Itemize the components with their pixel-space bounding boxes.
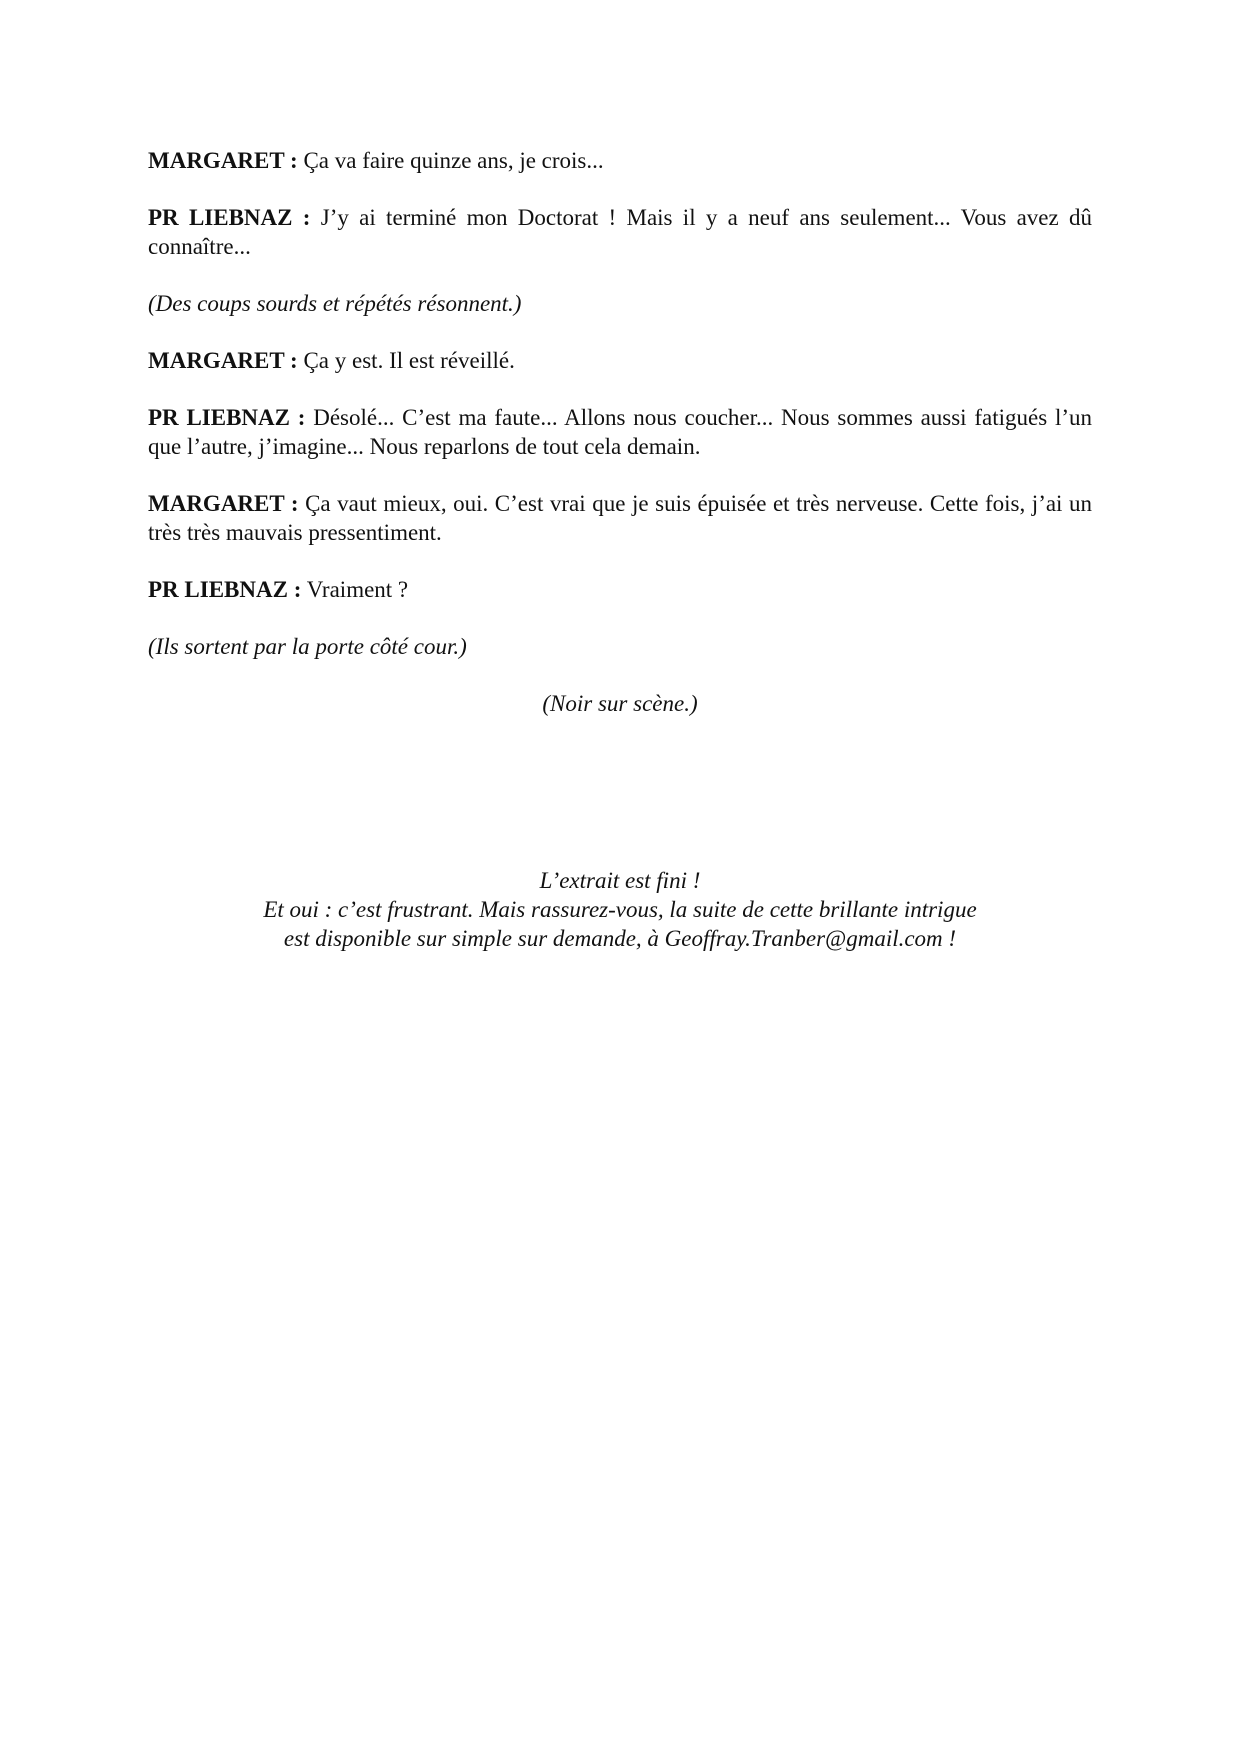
closing-note xyxy=(148,866,1092,953)
dialogue-text: Vraiment ? xyxy=(306,577,409,602)
speaker-name: MARGARET : xyxy=(148,148,298,173)
dialogue-line xyxy=(148,489,1092,547)
speaker-name: MARGARET : xyxy=(148,491,299,516)
speaker-name: MARGARET : xyxy=(148,348,298,373)
closing-line-3: est disponible sur simple sur demande, à Geoffray.Tranber@gmail.com ! xyxy=(283,926,957,951)
stage-direction: (Des coups sourds et répétés résonnent.) xyxy=(148,291,522,316)
dialogue-text: Désolé... C’est ma faute... Allons nous coucher... Nous sommes aussi fatigués l’un que l’autre, j’imagine... Nous reparlons de tout cela demain. xyxy=(148,405,1093,459)
dialogue-line xyxy=(148,575,1092,604)
script-page xyxy=(148,146,1092,746)
dialogue-line xyxy=(148,203,1092,261)
dialogue-line xyxy=(148,146,1092,175)
speaker-name: PR LIEBNAZ : xyxy=(148,405,306,430)
dialogue-line xyxy=(148,403,1092,461)
closing-line-2: Et oui : c’est frustrant. Mais rassurez-vous, la suite de cette brillante intrigue xyxy=(263,897,977,922)
dialogue-text: Ça va faire quinze ans, je crois... xyxy=(303,148,604,173)
dialogue-text: J’y ai terminé mon Doctorat ! Mais il y a neuf ans seulement... Vous avez dû connaître... xyxy=(148,205,1092,259)
closing-line-1: L’extrait est fini ! xyxy=(539,868,701,893)
dialogue-text: Ça vaut mieux, oui. C’est vrai que je suis épuisée et très nerveuse. Cette fois, j’ai un très très mauvais pressentiment. xyxy=(148,491,1092,545)
stage-direction-centered: (Noir sur scène.) xyxy=(542,691,698,716)
dialogue-text: Ça y est. Il est réveillé. xyxy=(303,348,515,373)
stage-direction: (Ils sortent par la porte côté cour.) xyxy=(148,634,467,659)
speaker-name: PR LIEBNAZ : xyxy=(148,205,311,230)
dialogue-line xyxy=(148,346,1092,375)
speaker-name: PR LIEBNAZ : xyxy=(148,577,302,602)
